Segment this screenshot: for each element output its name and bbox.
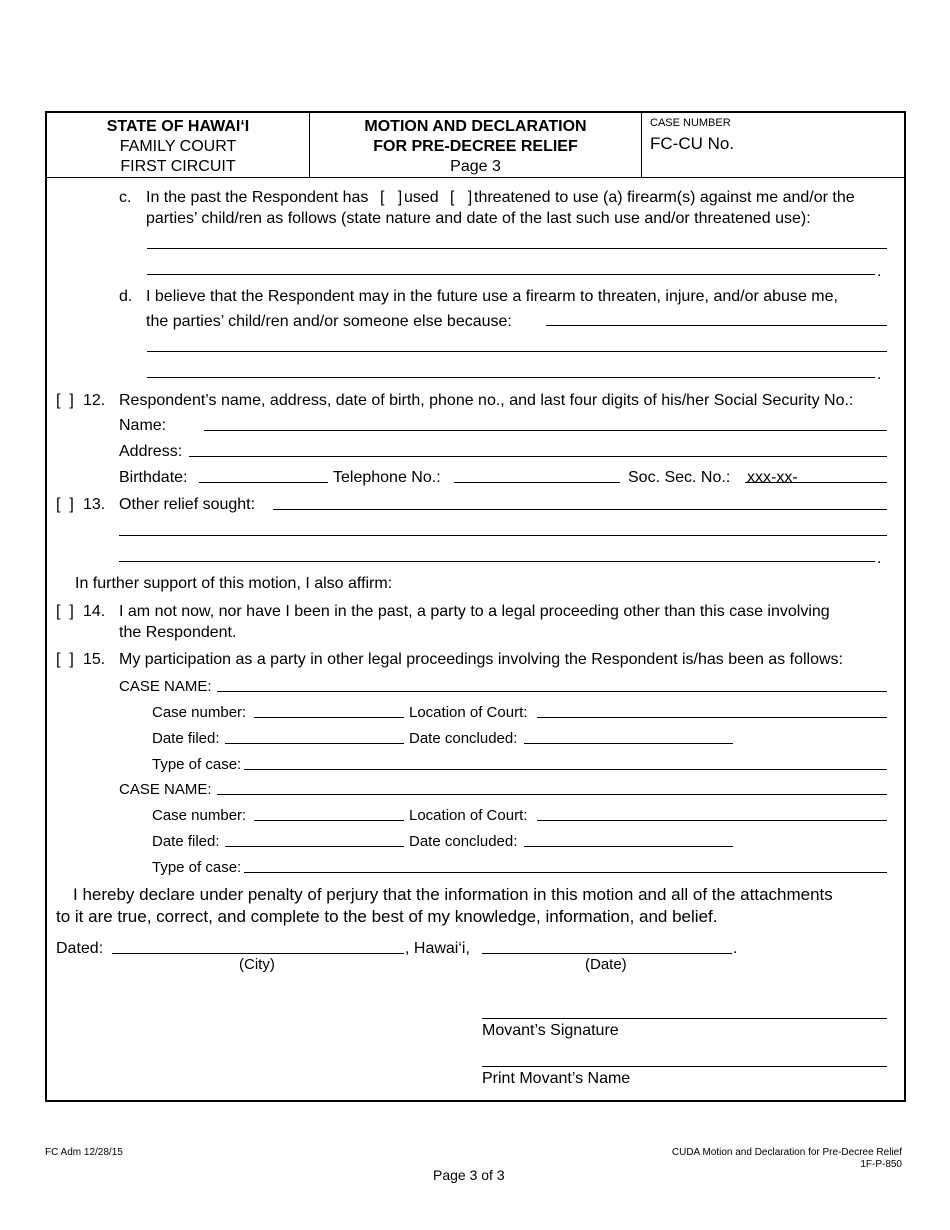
item-c-period: . — [877, 263, 882, 280]
birthdate-label: Birthdate: — [119, 469, 188, 486]
header-title-line1: MOTION AND DECLARATION — [364, 118, 587, 135]
city-caption: (City) — [239, 956, 275, 973]
case1-number-field[interactable] — [254, 717, 404, 718]
case2-number-field[interactable] — [254, 820, 404, 821]
dated-label: Dated: — [56, 940, 104, 957]
header-state: STATE OF HAWAI‘I — [106, 118, 250, 135]
case-number-value: FC-CU No. — [650, 134, 735, 153]
item-c-threatened: threatened to use (a) firearm(s) against me and/or the — [474, 189, 855, 206]
header-court: FAMILY COURT — [119, 138, 237, 155]
item-c-text1: In the past the Respondent has — [146, 189, 369, 206]
item-c-line1[interactable] — [147, 248, 887, 249]
header-court-cell — [47, 113, 310, 177]
bracket-open: [ — [56, 496, 61, 513]
footer-page-number: Page 3 of 3 — [433, 1167, 505, 1183]
footer-form-title: CUDA Motion and Declaration for Pre-Decree Relief — [671, 1147, 902, 1158]
case1-location-field[interactable] — [537, 717, 887, 718]
checkbox-12[interactable] — [56, 391, 74, 411]
case1-date-concluded-label: Date concluded: — [409, 730, 518, 747]
item-13-number: 13. — [83, 496, 106, 513]
print-name-caption: Print Movant’s Name — [482, 1070, 631, 1087]
case1-name-label: CASE NAME: — [119, 678, 212, 695]
item-c-letter: c. — [119, 189, 132, 206]
case2-date-filed-field[interactable] — [225, 846, 404, 847]
checkbox-c-threatened[interactable] — [450, 188, 472, 208]
case1-type-field[interactable] — [244, 769, 887, 770]
other-relief-line2[interactable] — [119, 561, 875, 562]
declaration-line2: to it are true, correct, and complete to the best of my knowledge, information, and belief. — [56, 907, 718, 926]
case1-date-filed-field[interactable] — [225, 743, 404, 744]
case2-date-concluded-label: Date concluded: — [409, 833, 518, 850]
case1-date-concluded-field[interactable] — [524, 743, 733, 744]
case2-location-label: Location of Court: — [409, 807, 528, 824]
case1-date-filed-label: Date filed: — [152, 730, 220, 747]
header-circuit: FIRST CIRCUIT — [120, 158, 236, 175]
other-relief-line0[interactable] — [273, 509, 887, 510]
footer-form-number: 1F-P-850 — [860, 1159, 902, 1170]
bracket-close: ] — [467, 189, 473, 206]
item-15-number: 15. — [83, 651, 106, 668]
item-d-text1: I believe that the Respondent may in the future use a firearm to threaten, injure, and/or abuse me, — [146, 288, 838, 305]
case2-name-field[interactable] — [217, 794, 887, 795]
bracket-open: [ — [56, 392, 61, 409]
case1-location-label: Location of Court: — [409, 704, 528, 721]
item-c-used: used — [404, 189, 439, 206]
header-page: Page 3 — [450, 158, 501, 175]
bracket-open: [ — [56, 651, 61, 668]
item-d-line0[interactable] — [546, 325, 887, 326]
hawaii-label: , Hawai‘i, — [405, 940, 470, 957]
item-d-text2: the parties’ child/ren and/or someone else because: — [146, 313, 512, 330]
checkbox-13[interactable] — [56, 495, 74, 515]
bracket-close: ] — [69, 603, 74, 620]
checkbox-14[interactable] — [56, 602, 74, 622]
date-period: . — [733, 940, 738, 957]
item-12-number: 12. — [83, 392, 106, 409]
other-relief-period: . — [877, 550, 882, 567]
case-number-label: CASE NUMBER — [650, 117, 731, 129]
ssn-label: Soc. Sec. No.: — [628, 469, 731, 486]
other-relief-line1[interactable] — [119, 535, 887, 536]
bracket-open: [ — [450, 189, 455, 206]
signature-field[interactable] — [482, 1018, 887, 1019]
further-support-text: In further support of this motion, I also affirm: — [75, 575, 393, 592]
header-case-cell — [643, 113, 904, 177]
case1-name-field[interactable] — [217, 691, 887, 692]
bracket-open: [ — [56, 603, 61, 620]
address-field[interactable] — [189, 456, 887, 457]
signature-caption: Movant’s Signature — [482, 1022, 619, 1039]
bracket-close: ] — [69, 496, 74, 513]
item-14-text1: I am not now, nor have I been in the past, a party to a legal proceeding other than this case involving — [119, 603, 830, 620]
bracket-open: [ — [380, 189, 385, 206]
item-12-text: Respondent’s name, address, date of birth, phone no., and last four digits of his/her Social Security No.: — [119, 392, 854, 409]
name-label: Name: — [119, 417, 167, 434]
ssn-prefix: xxx-xx- — [747, 469, 798, 486]
name-field[interactable] — [204, 430, 887, 431]
ssn-field[interactable] — [745, 482, 887, 483]
bracket-close: ] — [69, 651, 74, 668]
date-caption: (Date) — [585, 956, 627, 973]
city-field[interactable] — [112, 953, 404, 954]
checkbox-15[interactable] — [56, 650, 74, 670]
item-c-line2[interactable] — [147, 274, 875, 275]
item-c-text2: parties’ child/ren as follows (state nature and date of the last such use and/or threatened use): — [146, 210, 811, 227]
declaration-line1: I hereby declare under penalty of perjury that the information in this motion and all of the attachments — [73, 885, 833, 904]
item-15-text: My participation as a party in other legal proceedings involving the Respondent is/has been as follows: — [119, 651, 843, 668]
checkbox-c-used[interactable] — [380, 188, 402, 208]
bracket-close: ] — [69, 392, 74, 409]
item-d-line2[interactable] — [147, 377, 875, 378]
item-d-period: . — [877, 366, 882, 383]
case2-date-filed-label: Date filed: — [152, 833, 220, 850]
telephone-label: Telephone No.: — [333, 469, 441, 486]
item-d-line1[interactable] — [147, 351, 887, 352]
item-13-text: Other relief sought: — [119, 496, 256, 513]
case1-type-label: Type of case: — [152, 756, 242, 773]
header-title-line2: FOR PRE-DECREE RELIEF — [373, 138, 578, 155]
case2-type-field[interactable] — [244, 872, 887, 873]
birthdate-field[interactable] — [199, 482, 328, 483]
print-name-field[interactable] — [482, 1066, 887, 1067]
case2-location-field[interactable] — [537, 820, 887, 821]
bracket-close: ] — [397, 189, 403, 206]
footer-form-date: FC Adm 12/28/15 — [45, 1147, 123, 1158]
case2-number-label: Case number: — [152, 807, 247, 824]
case2-name-label: CASE NAME: — [119, 781, 212, 798]
case1-number-label: Case number: — [152, 704, 247, 721]
date-field[interactable] — [482, 953, 732, 954]
item-14-number: 14. — [83, 603, 106, 620]
case2-date-concluded-field[interactable] — [524, 846, 733, 847]
header-title-cell — [310, 113, 642, 177]
item-14-text2: the Respondent. — [119, 624, 237, 641]
telephone-field[interactable] — [454, 482, 620, 483]
address-label: Address: — [119, 443, 183, 460]
item-d-letter: d. — [119, 288, 133, 305]
case2-type-label: Type of case: — [152, 859, 242, 876]
